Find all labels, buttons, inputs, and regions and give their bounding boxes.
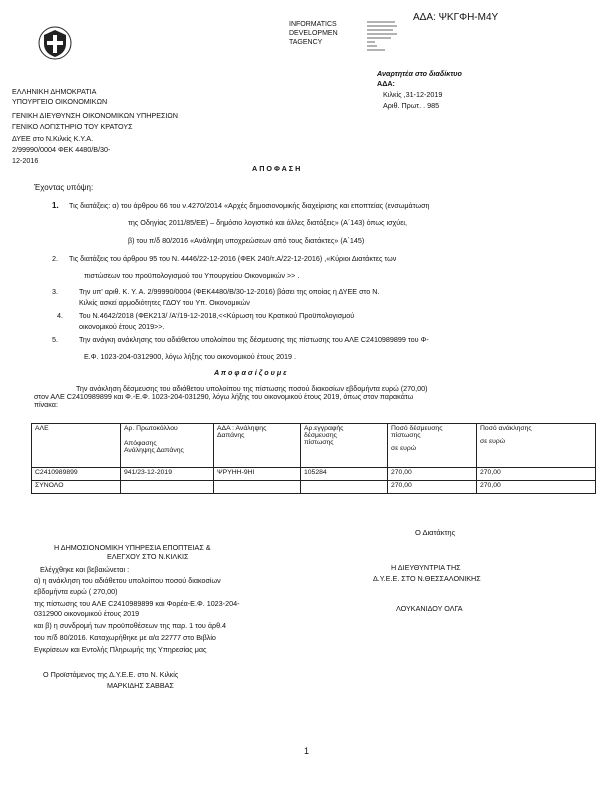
header-ada: ΑΔΑ : Ανάληψης Δαπάνης (214, 424, 301, 468)
header-registration: Αρ.εγγραφής δέσμευσης πίστωσης (301, 424, 388, 468)
header-commitment-amount: Ποσό δέσμευσης πίστωσης σε ευρώ (388, 424, 477, 468)
page-number: 1 (304, 746, 310, 756)
header-protocol: Αρ. Πρωτοκόλλου Απόφασης Ανάληψης Δαπάνης (121, 424, 214, 468)
document-title: Α Π Ο Φ Α Σ Η (252, 164, 301, 173)
table-row: C2410989899 941/23-12-2019 ΨΡΥΗΗ-9ΗΙ 105284 270,00 270,00 (32, 468, 596, 481)
table-total-row: ΣΥΝΟΛΟ 270,00 270,00 (32, 481, 596, 494)
greek-coat-of-arms-icon (38, 26, 72, 60)
decide-heading: Α π ο φ α σ ί ζ ο υ μ ε (214, 368, 287, 377)
small-print-lines (367, 20, 407, 54)
signatory-title: Ο Διατάκτης (415, 528, 456, 537)
table-header-row (32, 424, 596, 468)
header-revocation-amount: Ποσό ανάκλησης σε ευρώ (477, 424, 596, 468)
intro-line: Έχοντας υπόψη: (34, 183, 94, 192)
header-ale: ΑΛΕ (32, 424, 121, 468)
revocation-table (31, 423, 596, 494)
ada-top: ΑΔΑ: ΨΚΓΦΗ-Μ4Υ (413, 12, 499, 23)
